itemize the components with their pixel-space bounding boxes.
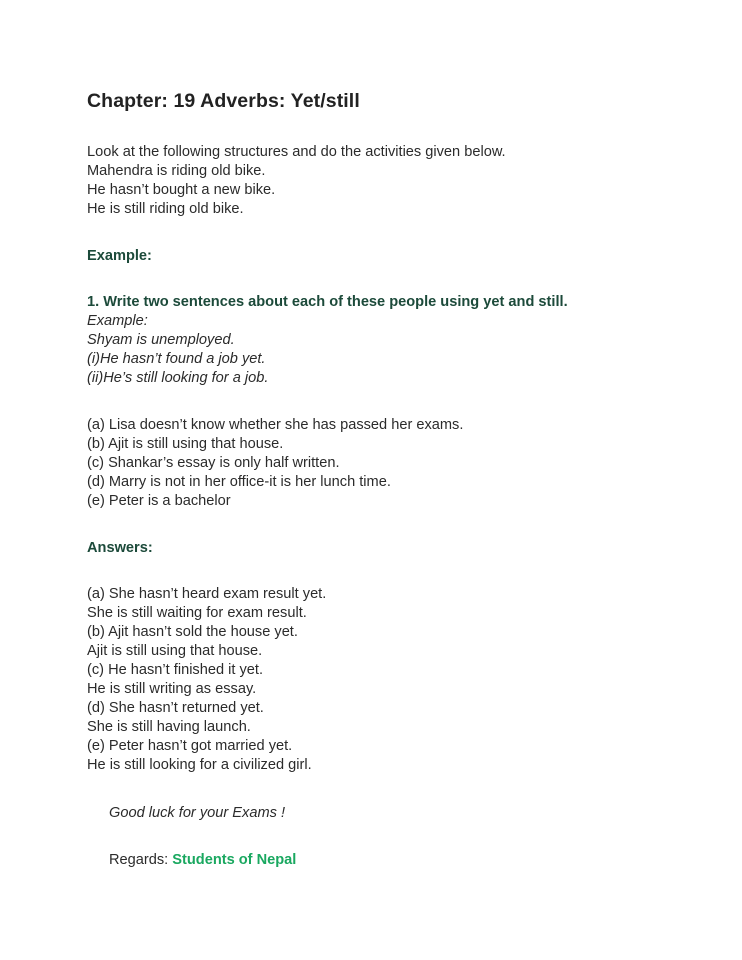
answer-line: (d) She hasn’t returned yet.	[87, 700, 264, 716]
answer-line: (b) Ajit hasn’t sold the house yet.	[87, 624, 298, 640]
exercise-item: (e) Peter is a bachelor	[87, 493, 231, 509]
intro-line: He hasn’t bought a new bike.	[87, 182, 276, 198]
answer-line: He is still writing as essay.	[87, 681, 257, 697]
page-title: Chapter: 19 Adverbs: Yet/still	[87, 90, 360, 112]
exercise-heading: 1. Write two sentences about each of these people using yet and still.	[87, 294, 568, 310]
answer-line: She is still having launch.	[87, 719, 251, 735]
exercise-example-label: Example:	[87, 313, 148, 329]
answer-line: She is still waiting for exam result.	[87, 605, 307, 621]
good-luck-message: Good luck for your Exams !	[109, 805, 286, 821]
answer-line: He is still looking for a civilized girl.	[87, 757, 312, 773]
answers-heading: Answers:	[87, 540, 153, 556]
answer-line: Ajit is still using that house.	[87, 643, 263, 659]
answer-line: (c) He hasn’t finished it yet.	[87, 662, 264, 678]
exercise-item: (b) Ajit is still using that house.	[87, 436, 284, 452]
intro-instruction: Look at the following structures and do the activities given below.	[87, 144, 506, 160]
regards-brand-name: Students of Nepal	[172, 852, 297, 868]
exercise-item: (a) Lisa doesn’t know whether she has passed her exams.	[87, 417, 464, 433]
exercise-item: (c) Shankar’s essay is only half written.	[87, 455, 340, 471]
regards-line	[109, 851, 296, 870]
exercise-example-line: (ii)He’s still looking for a job.	[87, 370, 269, 386]
exercise-example-line: (i)He hasn’t found a job yet.	[87, 351, 266, 367]
answer-line: (a) She hasn’t heard exam result yet.	[87, 586, 327, 602]
regards-label: Regards:	[109, 852, 173, 868]
answer-line: (e) Peter hasn’t got married yet.	[87, 738, 293, 754]
example-heading: Example:	[87, 248, 152, 264]
exercise-example-line: Shyam is unemployed.	[87, 332, 235, 348]
exercise-item: (d) Marry is not in her office-it is her lunch time.	[87, 474, 391, 490]
intro-line: He is still riding old bike.	[87, 201, 244, 217]
intro-line: Mahendra is riding old bike.	[87, 163, 266, 179]
